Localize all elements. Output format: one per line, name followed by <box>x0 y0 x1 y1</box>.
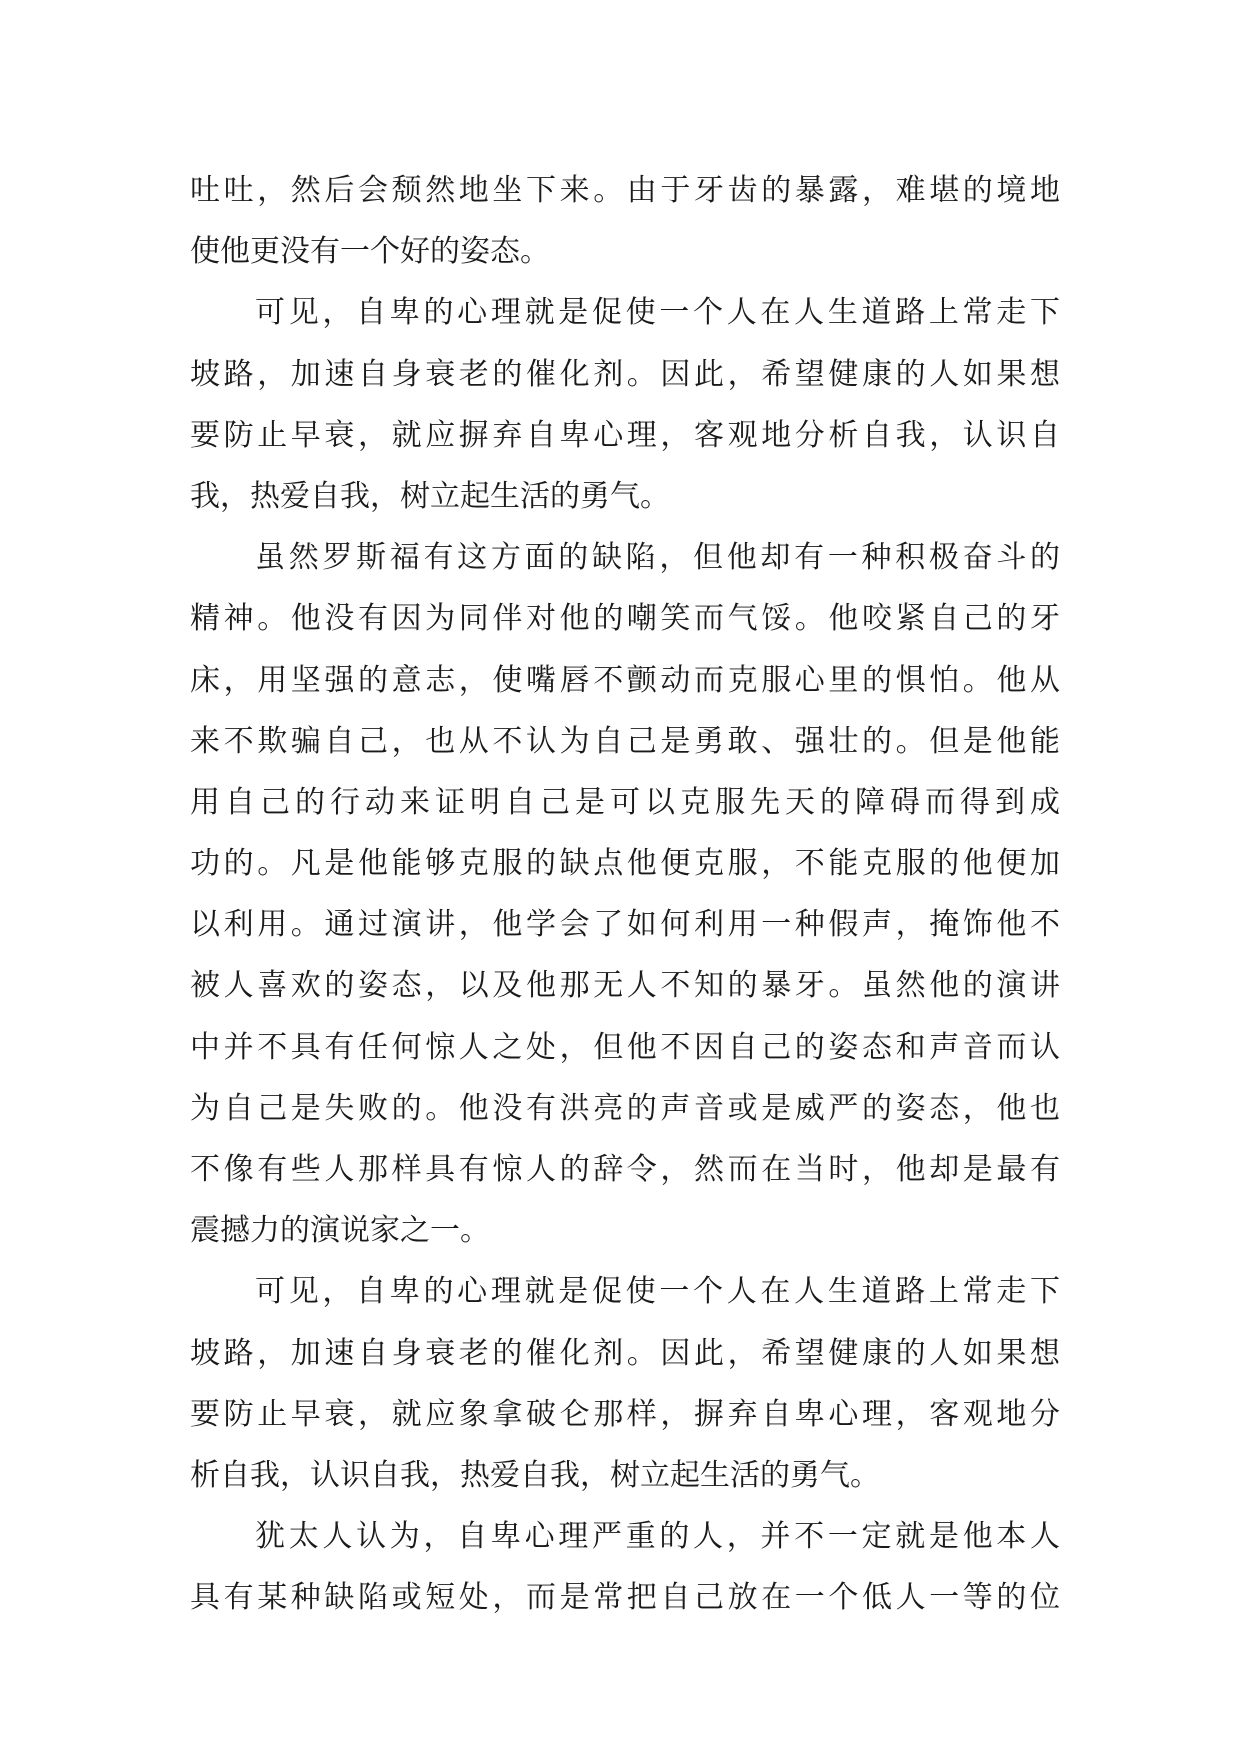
text-line: 要防止早衰，就应象拿破仑那样，摒弃自卑心理，客观地分 <box>190 1396 1060 1432</box>
text-line: 来不欺骗自己，也从不认为自己是勇敢、强壮的。但是他能 <box>190 723 1060 759</box>
paragraph <box>190 1261 1060 1506</box>
text-line: 虽然罗斯福有这方面的缺陷，但他却有一种积极奋斗的 <box>255 540 1060 576</box>
text-line: 坡路，加速自身衰老的催化剂。因此，希望健康的人如果想 <box>190 1335 1060 1371</box>
text-line: 犹太人认为，自卑心理严重的人，并不一定就是他本人 <box>255 1519 1060 1555</box>
text-line: 功的。凡是他能够克服的缺点他便克服，不能克服的他便加 <box>190 846 1060 882</box>
text-line: 不像有些人那样具有惊人的辞令，然而在当时，他却是最有 <box>190 1152 1060 1187</box>
paragraph <box>190 527 1060 1261</box>
paragraph <box>190 160 1060 282</box>
text-line: 坡路，加速自身衰老的催化剂。因此，希望健康的人如果想 <box>190 356 1060 392</box>
text-line: 以利用。通过演讲，他学会了如何利用一种假声，掩饰他不 <box>190 907 1060 943</box>
text-line: 震撼力的演说家之一。 <box>190 1213 490 1249</box>
text-line: 被人喜欢的姿态，以及他那无人不知的暴牙。虽然他的演讲 <box>190 968 1060 1004</box>
text-line: 用自己的行动来证明自己是可以克服先天的障碍而得到成 <box>190 784 1060 820</box>
paragraph <box>190 282 1060 527</box>
text-line: 具有某种缺陷或短处，而是常把自己放在一个低人一等的位 <box>190 1580 1060 1616</box>
text-line: 使他更没有一个好的姿态。 <box>190 234 550 270</box>
text-line: 我，热爱自我，树立起生活的勇气。 <box>190 478 670 514</box>
body-text <box>190 160 1060 1629</box>
text-line: 要防止早衰，就应摒弃自卑心理，客观地分析自我，认识自 <box>190 417 1060 453</box>
text-line: 中并不具有任何惊人之处，但他不因自己的姿态和声音而认 <box>190 1029 1060 1065</box>
text-line: 为自己是失败的。他没有洪亮的声音或是威严的姿态，他也 <box>190 1090 1060 1126</box>
text-line: 可见，自卑的心理就是促使一个人在人生道路上常走下 <box>255 295 1060 331</box>
text-line: 析自我，认识自我，热爱自我，树立起生活的勇气。 <box>190 1457 880 1493</box>
text-line: 精神。他没有因为同伴对他的嘲笑而气馁。他咬紧自己的牙 <box>190 601 1060 637</box>
text-line: 吐吐，然后会颓然地坐下来。由于牙齿的暴露，难堪的境地 <box>190 173 1060 208</box>
text-line: 可见，自卑的心理就是促使一个人在人生道路上常走下 <box>255 1274 1060 1310</box>
text-line: 床，用坚强的意志，使嘴唇不颤动而克服心里的惧怕。他从 <box>190 662 1060 698</box>
paragraph <box>190 1506 1060 1628</box>
